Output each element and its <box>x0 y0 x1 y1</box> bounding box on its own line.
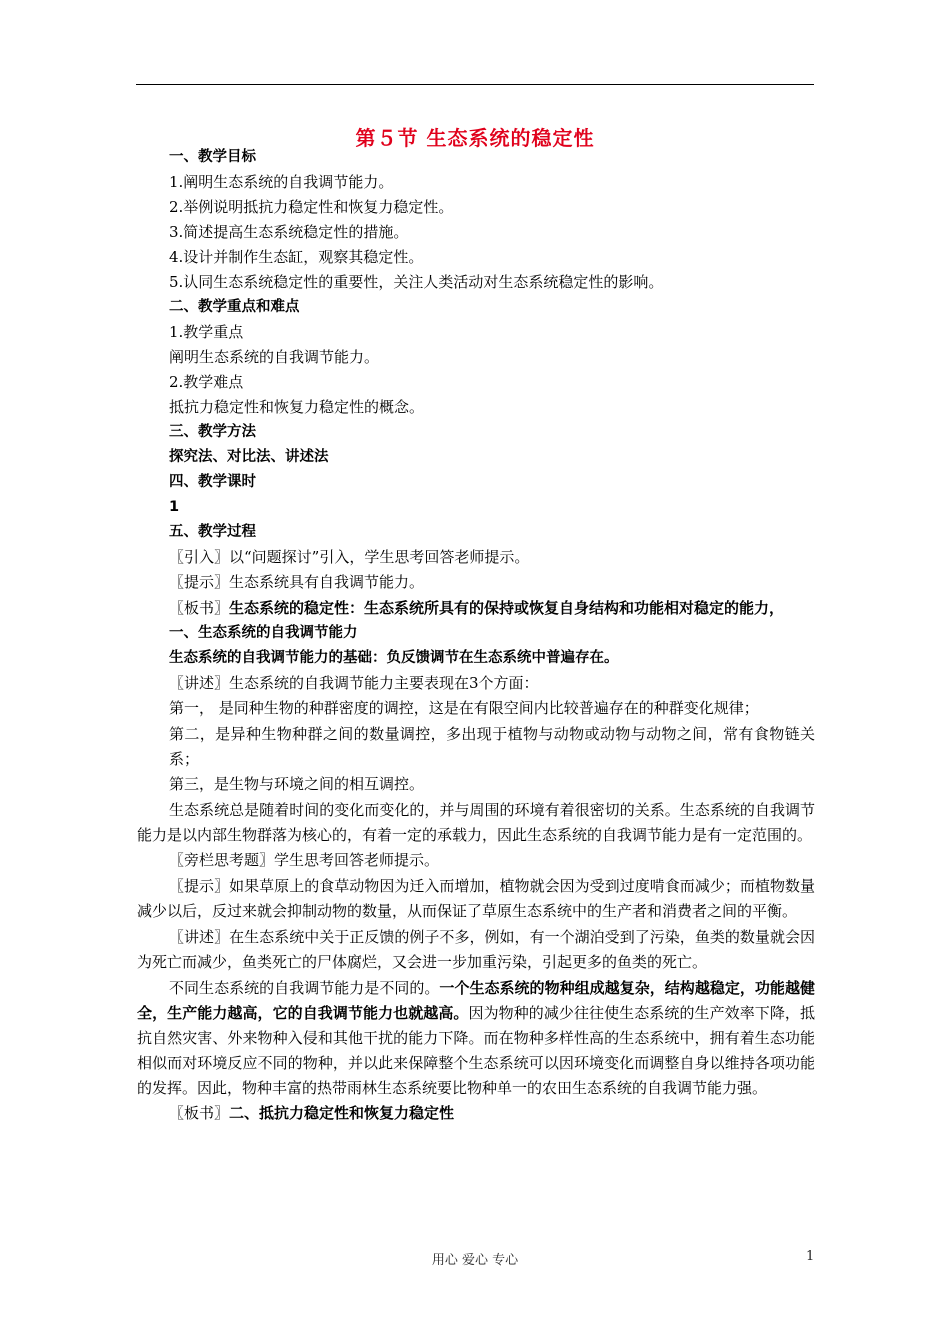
page-title: 第５节 生态系统的稳定性 <box>355 126 595 150</box>
basis-line: 生态系统的自我调节能力的基础：负反馈调节在生态系统中普遍存在。 <box>169 650 619 666</box>
point-first: 第一， 是同种生物的种群密度的调控，这是在有限空间内比较普遍存在的种群变化规律； <box>169 699 759 717</box>
paragraph-range: 生态系统总是随着时间的变化而变化的，并与周围的环境有着很密切的关系。生态系统的自我调节能力是以内部生物群落为核心的，有着一定的承载力，因此生态系统的自我调节能力是有一定范围的。 <box>137 801 815 844</box>
page-number: 1 <box>806 1249 815 1264</box>
difficulty-text: 抵抗力稳定性和恢复力稳定性的概念。 <box>169 398 425 416</box>
hint-paragraph: 〖提示〗如果草原上的食草动物因为迁入而增加，植物就会因为受到过度啃食而减少；而植物数量减少以后，反过来就会抑制动物的数量，从而保证了草原生态系统中的生产者和消费者之间的平衡。 <box>137 877 815 920</box>
lecture-line-1: 〖讲述〗生态系统的自我调节能力主要表现在3个方面： <box>169 674 539 692</box>
periods-text: 1 <box>169 499 180 515</box>
key-label: 1.教学重点 <box>169 323 244 341</box>
header-rule <box>136 84 814 85</box>
diversity-paragraph <box>137 976 815 1101</box>
point-third: 第三，是生物与环境之间的相互调控。 <box>169 775 425 793</box>
s4-heading: 四、教学课时 <box>169 474 256 490</box>
board-note-1 <box>137 596 815 621</box>
board-note-2 <box>137 1101 815 1126</box>
key-text: 阐明生态系统的自我调节能力。 <box>169 348 380 366</box>
difficulty-label: 2.教学难点 <box>169 373 244 391</box>
s1-heading: 一、教学目标 <box>169 149 256 165</box>
diversity-intro: 不同生态系统的自我调节能力是不同的。 <box>169 979 440 997</box>
board-heading: 二、抵抗力稳定性和恢复力稳定性 <box>229 1104 455 1122</box>
methods-text: 探究法、对比法、讲述法 <box>169 449 329 465</box>
diversity-bold: 一个生态系统的物种组成越复杂，结构越稳定，功能越健全，生产能力越高，它的自我调节能力也就越高。 <box>137 979 815 1022</box>
board-prefix: 〖板书〗 <box>169 1104 230 1122</box>
objective-item: 4.设计并制作生态缸，观察其稳定性。 <box>169 248 424 266</box>
board-prefix: 〖板书〗 <box>169 599 230 617</box>
board-definition: 生态系统的稳定性：生态系统所具有的保持或恢复自身结构和功能相对稳定的能力， <box>229 599 785 617</box>
s2-heading: 二、教学重点和难点 <box>169 299 300 315</box>
subsection-1-heading: 一、生态系统的自我调节能力 <box>169 625 358 641</box>
document-body <box>137 145 815 1126</box>
s5-heading: 五、教学过程 <box>169 524 256 540</box>
lecture-paragraph: 〖讲述〗在生态系统中关于正反馈的例子不多，例如，有一个湖泊受到了污染，鱼类的数量就会因为死亡而减少，鱼类死亡的尸体腐烂，又会进一步加重污染，引起更多的鱼类的死亡。 <box>137 928 815 971</box>
point-second: 第二，是异种生物种群之间的数量调控，多出现于植物与动物或动物与动物之间，常有食物链关系； <box>169 725 815 768</box>
s3-heading: 三、教学方法 <box>169 424 256 440</box>
objective-item: 1.阐明生态系统的自我调节能力。 <box>169 173 394 191</box>
hint-line: 〖提示〗生态系统具有自我调节能力。 <box>169 573 425 591</box>
sidebar-question: 〖旁栏思考题〗学生思考回答老师提示。 <box>169 851 440 869</box>
footer-slogan: 用心 爱心 专心 <box>431 1253 519 1268</box>
intro-line: 〖引入〗以“问题探讨”引入，学生思考回答老师提示。 <box>169 548 530 566</box>
objective-item: 2.举例说明抵抗力稳定性和恢复力稳定性。 <box>169 198 454 216</box>
diversity-detail: 因为物种的减少往往使生态系统的生产效率下降，抵抗自然灾害、外来物种入侵和其他干扰的能力下降。而在物种多样性高的生态系统中，拥有着生态功能相似而对环境反应不同的物种，并以此来保障整个生态系统可以因环境变化而调整自身以维持各项功能的发挥。因此，物种丰富的热带雨林生态系统要比物种单一的农田生态系统的自我调节能力强。 <box>137 1004 815 1097</box>
objective-item: 3.简述提高生态系统稳定性的措施。 <box>169 223 409 241</box>
objective-item: 5.认同生态系统稳定性的重要性，关注人类活动对生态系统稳定性的影响。 <box>169 273 664 291</box>
